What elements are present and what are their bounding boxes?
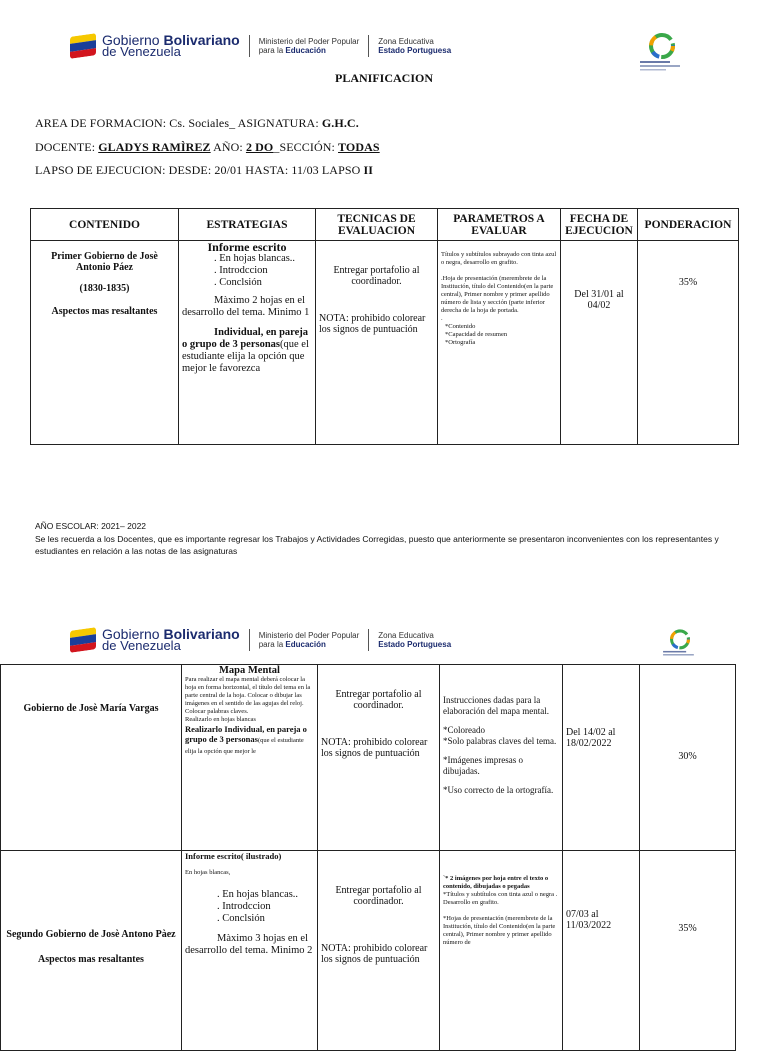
estrategia-title: Informe escrito( ilustrado) [185,851,282,861]
gov-line1: Gobierno [102,32,164,48]
zona-line2: Estado Portuguesa [378,46,452,55]
estrategia-instructions: Para realizar el mapa mental deberá colocar la hoja en forma horizontal, el título del tema en la parte central de la hoja. Colocar o dibujar las imágenes en el sentido de las agujas del reloj. Colocar palabras claves. [185,676,311,715]
estrategia-sheets: Realizarlo en hojas blancas [185,716,256,723]
fecha-cell [563,665,640,851]
estrategia-modality-tail: (que el estudiante elija la opción que mejor le favorezca [182,339,309,374]
ministry-line2: para la [258,46,286,55]
seccion-value: TODAS [338,140,380,154]
area-value: G.H.C. [321,116,359,130]
zona-educativa [378,37,451,55]
planning-table-1 [30,208,739,445]
gov-line1-bold: Bolivariano [163,626,240,642]
ponderacion-cell [638,241,739,445]
venezuela-flag-icon [70,627,96,653]
gov-line1-bold: Bolivariano [163,32,240,48]
ponderacion-value: 35% [678,923,697,934]
parametro-item: .Hoja de presentación (merembrete de la Institución, título del Contenido(en la parte central), Primer nombre y primer apellido número de lista y sección (parte inferior derecha de la hoja de portada. [441,275,554,314]
page-title: PLANIFICACION [334,71,433,85]
lapso-value: II [363,163,374,177]
estrategia-modality: Realizarlo Individual, en pareja o grupo de 3 personas [185,724,307,744]
parametro-item: *Solo palabras claves del tema. [443,736,557,746]
parametro-item: *Imágenes impresas o dibujadas. [443,755,523,776]
contenido-title: Primer Gobierno de Josè Antonio Páez [51,251,158,273]
estrategia-title: Informe escrito [207,240,287,254]
parametro-item: Títulos y subtítulos subrayado con tinta azul o negra, desarrollo en grafito. [441,251,557,266]
ponderacion-cell [640,665,736,851]
ministry-line2-bold: Educación [285,640,326,649]
divider [249,35,250,57]
estrategia-item: . Introdccion [217,901,271,912]
anio-label: AÑO: [210,140,246,154]
estrategia-limit: Màximo 3 hojas en el desarrollo del tema. Mìnimo 2 [185,933,313,956]
gov-line2: de Venezuela [102,638,181,653]
estrategia-title: Mapa Mental [219,665,280,676]
estrategias-cell [179,241,316,445]
contenido-years: (1830-1835) [79,283,130,294]
zona-line1: Zona Educativa [378,631,434,640]
estrategia-item: . Introdccion [214,265,268,276]
header-estrategias: ESTRATEGIAS [179,209,316,241]
header-ponderacion: PONDERACION [638,209,739,241]
tecnicas-cell [316,241,438,445]
docente-prefix: DOCENTE: [35,140,99,154]
reminder-text: Se les recuerda a los Docentes, que es importante regresar los Trabajos y Actividades Corregidas, puesto que anteriormente se presentaron inconvenientes con los representantes y estudiantes en relación a las notas de las asignaturas [35,534,719,556]
tecnica-nota: NOTA: prohibido colorear los signos de puntuación [319,313,426,335]
header-tecnicas: TECNICAS DE EVALUACION [316,209,438,241]
estrategia-modality-tail: (que el estudiante elija la opción que mejor le [185,737,304,755]
table-row [1,665,736,851]
school-year: AÑO ESCOLAR: 2021– 2022 [35,521,147,531]
zona-educativa [378,631,451,649]
table-row [1,851,736,1051]
divider [249,629,250,651]
government-logo [70,34,451,58]
parametro-item: *Coloreado [443,725,485,735]
parametro-item: *Hojas de presentación (merembrete de la Institución, título del Contenido(en la parte central), Primer nombre y primer apellido número de [443,915,556,946]
area-line [35,116,359,131]
parametros-cell [440,851,563,1051]
divider [368,629,369,651]
planning-table-2 [0,664,736,1051]
government-logo [70,628,451,652]
tecnicas-cell [318,851,440,1051]
contenido-title: Segundo Gobierno de Josè Antono Pàez [6,929,176,940]
header-contenido: CONTENIDO [31,209,179,241]
contenido-cell [31,241,179,445]
fecha-value: Del 31/01 al 04/02 [574,289,624,311]
ministry-ring-logo-icon [660,626,700,667]
parametro-item: `* 2 imágenes por hoja entre el texto o contenido, dibujadas o pegadas [443,875,549,890]
tecnica-entrega: Entregar portafolio al coordinador. [333,265,420,287]
parametro-item: . [441,315,443,322]
docente-line [35,140,380,155]
parametro-item: *Contenido [445,323,476,330]
tecnicas-cell [318,665,440,851]
tecnica-nota: NOTA: prohibido colorear los signos de puntuación [321,943,428,965]
header-fecha: FECHA DE EJECUCION [561,209,638,241]
tecnica-entrega: Entregar portafolio al coordinador. [335,885,422,907]
estrategia-item: . Conclsión [214,277,262,288]
fecha-cell [561,241,638,445]
contenido-aspects: Aspectos mas resaltantes [51,306,158,317]
contenido-aspects: Aspectos mas resaltantes [38,954,144,965]
parametro-item: *Capacidad de resumen [445,331,508,338]
contenido-title: Gobierno de Josè María Vargas [23,703,159,714]
anio-value: 2 DO [245,140,274,154]
estrategia-limit: Màximo 2 hojas en el desarrollo del tema. Mìnimo 1 [182,295,310,318]
header-parametros: PARAMETROS A EVALUAR [438,209,561,241]
ministry-line1: Ministerio del Poder Popular [258,631,360,640]
seccion-label: _SECCIÓN: [273,140,339,154]
parametro-item: *Uso correcto de la ortografía. [443,785,554,795]
fecha-cell [563,851,640,1051]
estrategias-cell [182,665,318,851]
government-name [102,34,240,58]
parametros-cell [438,241,561,445]
gov-line2: de Venezuela [102,44,181,59]
ponderacion-cell [640,851,736,1051]
ministry-name [259,37,360,55]
government-name [102,628,240,652]
parametro-item: *Títulos y subtítulos con tinta azul o negra . Desarrollo en grafito. [443,891,558,906]
parametros-cell [440,665,563,851]
zona-line2: Estado Portuguesa [378,640,452,649]
estrategia-item: . En hojas blancas.. [217,889,299,900]
contenido-cell [1,665,182,851]
ponderacion-value: 30% [678,751,697,762]
ponderacion-value: 35% [678,277,698,288]
fecha-value: Del 14/02 al 18/02/2022 [566,727,616,749]
parametro-item: *Ortografía [445,339,476,346]
zona-line1: Zona Educativa [378,37,434,46]
ministry-line2-bold: Educación [285,46,326,55]
lapso-prefix: LAPSO DE EJECUCION: DESDE: 20/01 HASTA: 11/03 LAPSO [35,163,364,177]
tecnica-entrega: Entregar portafolio al coordinador. [335,689,422,711]
estrategia-modality: Individual, en pareja o grupo de 3 personas [182,327,309,350]
fecha-value: 07/03 al 11/03/2022 [566,909,612,931]
lapso-line [35,163,373,178]
ministry-name [259,631,360,649]
table-row [31,241,739,445]
estrategias-cell [182,851,318,1051]
contenido-cell [1,851,182,1051]
ministry-line2: para la [258,640,286,649]
gov-line1: Gobierno [102,626,164,642]
tecnica-nota: NOTA: prohibido colorear los signos de puntuación [321,737,428,759]
estrategia-item: . En hojas blancas.. [214,253,296,264]
venezuela-flag-icon [70,33,96,59]
divider [368,35,369,57]
ministry-line1: Ministerio del Poder Popular [258,37,360,46]
parametro-item: Instrucciones dadas para la elaboración del mapa mental. [443,695,549,716]
estrategia-item: . Conclsión [217,913,265,924]
docente-name: GLADYS RAMÌREZ [98,140,211,154]
area-prefix: AREA DE FORMACION: Cs. Sociales_ ASIGNATURA: [35,116,322,130]
estrategia-sheets: En hojas blancas, [185,869,231,876]
